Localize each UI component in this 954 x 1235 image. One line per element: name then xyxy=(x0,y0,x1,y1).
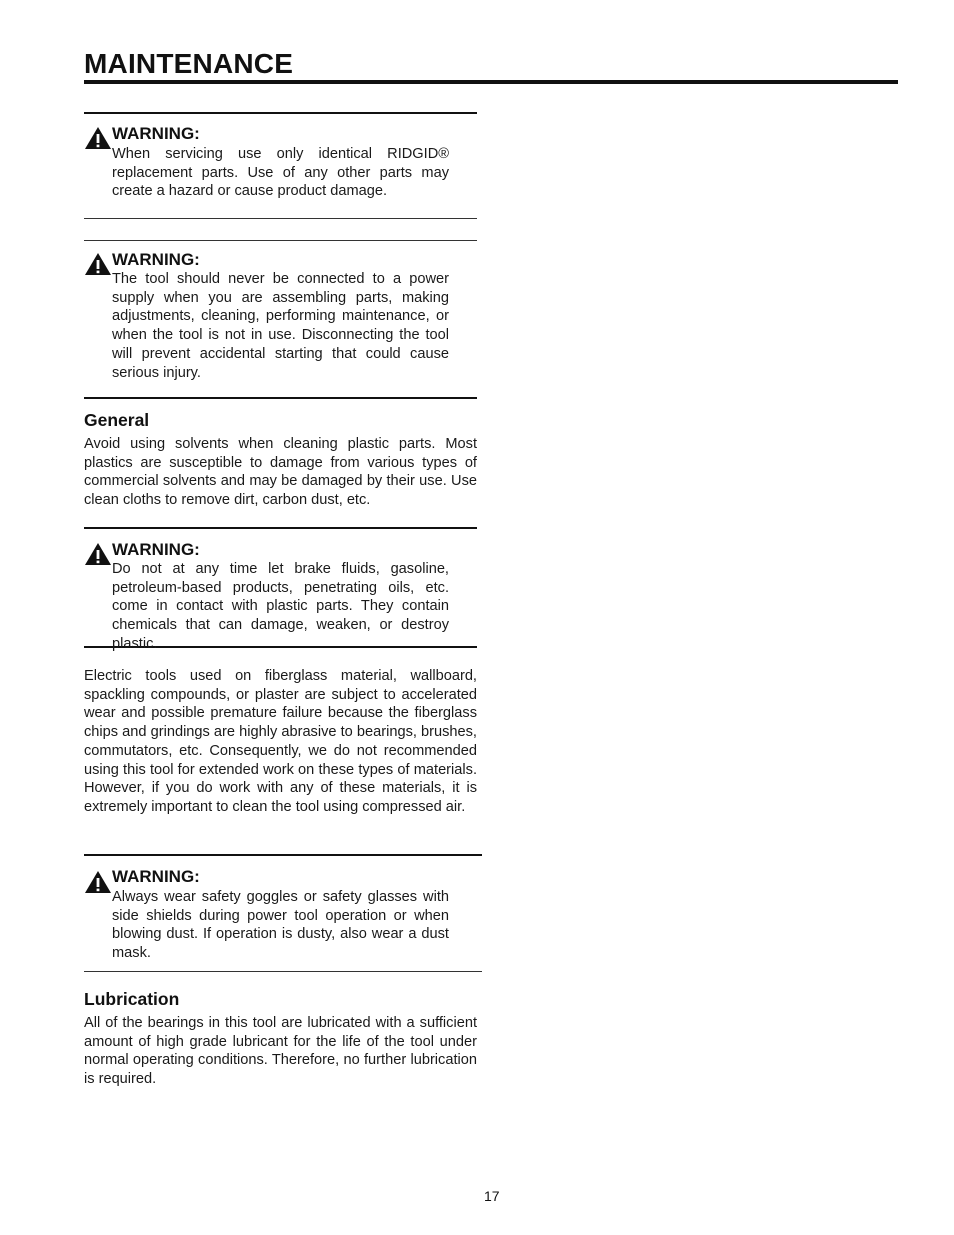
warning-box xyxy=(84,112,477,219)
warning-triangle-icon xyxy=(84,126,112,150)
page-title: MAINTENANCE xyxy=(84,48,294,79)
page-number: 17 xyxy=(484,1188,500,1204)
warning-box xyxy=(84,240,477,399)
warning-box xyxy=(84,854,482,972)
warning-heading: WARNING: xyxy=(112,867,200,886)
warning-heading: WARNING: xyxy=(112,124,200,143)
fiberglass-paragraph: Electric tools used on fiberglass material, wallboard, spackling compounds, or plaster are subject to accelerated wear and possible premature failure because the fiberglass chips and grindings are highly abrasive to bearings, brushes, commutators, etc. Consequently, we do not recommended using this tool for extended work on these types of materials. However, if you do work with any of these materials, it is extremely important to clean the tool using compressed air. xyxy=(84,668,477,815)
warning-heading: WARNING: xyxy=(112,540,200,559)
section-heading-general: General xyxy=(84,410,150,430)
warning-text: The tool should never be connected to a power supply when you are assembling parts, making adjustments, cleaning, performing maintenance, or when the tool is not in use. Disconnecting the tool will prevent accidental starting that could cause serious injury. xyxy=(112,271,449,381)
warning-heading: WARNING: xyxy=(112,250,200,269)
warning-triangle-icon xyxy=(84,252,112,276)
warning-text: When servicing use only identical RIDGID® replacement parts. Use of any other parts may create a hazard or cause product damage. xyxy=(112,146,449,200)
general-paragraph: Avoid using solvents when cleaning plastic parts. Most plastics are susceptible to damage from various types of commercial solvents and may be damaged by their use. Use clean cloths to remove dirt, carbon dust, etc. xyxy=(84,436,477,509)
title-rule xyxy=(84,80,898,84)
section-heading-lubrication: Lubrication xyxy=(84,989,180,1009)
warning-text: Always wear safety goggles or safety glasses with side shields during power tool operation or when blowing dust. If operation is dusty, also wear a dust mask. xyxy=(112,889,449,962)
warning-text: Do not at any time let brake fluids, gasoline, petroleum-based products, penetrating oils, etc. come in contact with plastic parts. They contain chemicals that can damage, weaken, or destroy plastic. xyxy=(112,561,449,652)
warning-triangle-icon xyxy=(84,870,112,894)
warning-triangle-icon xyxy=(84,542,112,566)
warning-box xyxy=(84,527,477,652)
lubrication-paragraph: All of the bearings in this tool are lubricated with a sufficient amount of high grade lubricant for the life of the tool under normal operating conditions. Therefore, no further lubrication is required. xyxy=(84,1015,477,1088)
